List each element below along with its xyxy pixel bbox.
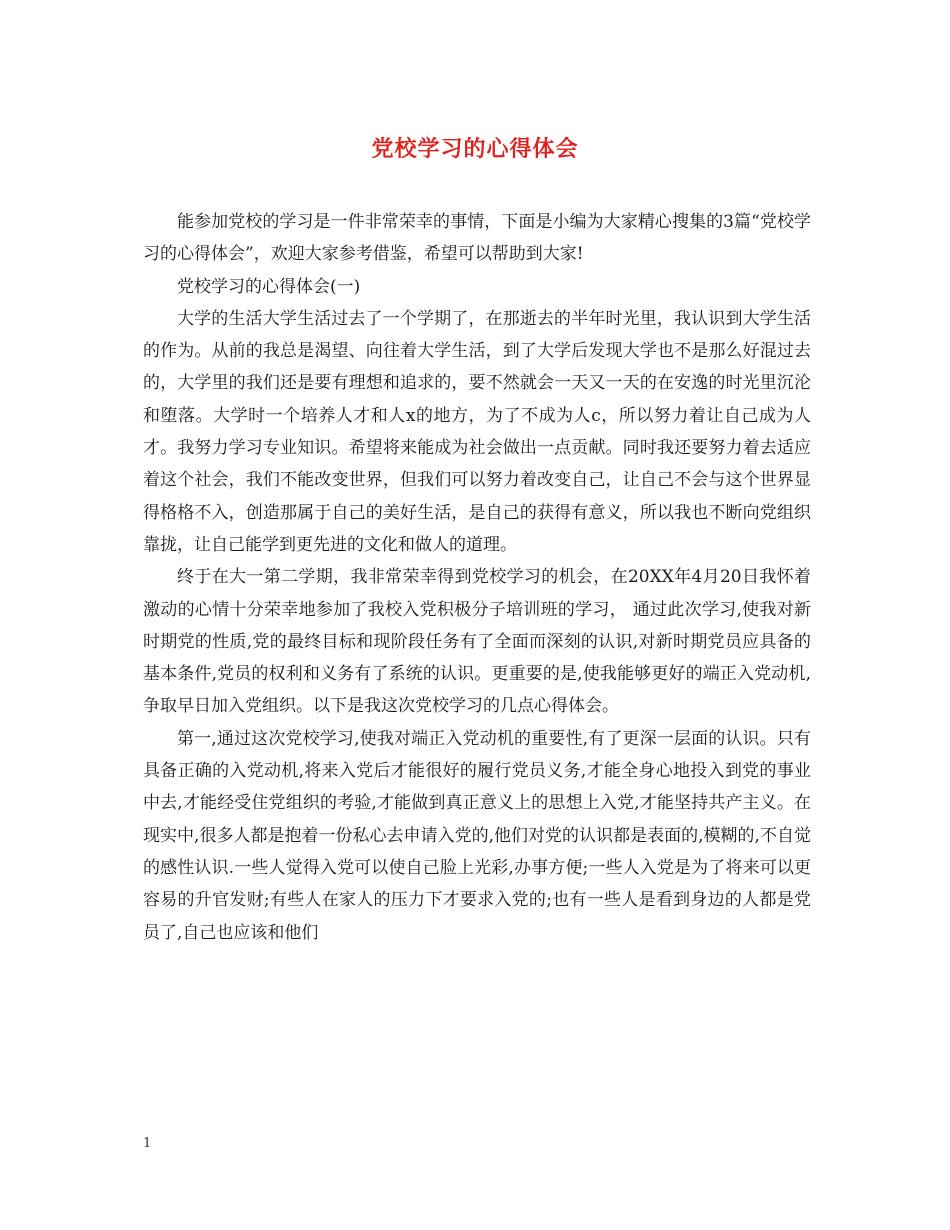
section-heading: 党校学习的心得体会(一) bbox=[177, 276, 361, 297]
document-title: 党校学习的心得体会 bbox=[371, 136, 579, 162]
body-paragraph: 大学的生活大学生活过去了一个学期了，在那逝去的半年时光里，我认识到大学生活的作为。从前的我总是渴望、向往着大学生活，到了大学后发现大学也不是那么好混过去的，大学里的我们还是要有理想和追求的，要不然就会一天又一天的在安逸的时光里沉沦和堕落。大学时一个培养人才和人x的地方，为了不成为人c，所以努力着让自己成为人才。我努力学习专业知识。希望将来能成为社会做出一点贡献。同时我还要努力着去适应着这个社会，我们不能改变世界，但我们可以努力着改变自己，让自己不会与这个世界显得格格不入，创造那属于自己的美好生活，是自己的获得有意义，所以我也不断向党组织靠拢，让自己能学到更先进的文化和做人的道理。 bbox=[143, 308, 811, 555]
body-paragraph: 第一,通过这次党校学习,使我对端正入党动机的重要性,有了更深一层面的认识。只有具备正确的入党动机,将来入党后才能很好的履行党员义务,才能全身心地投入到党的事业中去,才能经受住党组织的考验,才能做到真正意义上的思想上入党,才能坚持共产主义。在现实中,很多人都是抱着一份私心去申请入党的,他们对党的认识都是表面的,模糊的,不自觉的感性认识.一些人觉得入党可以使自己脸上光彩,办事方便;一些人入党是为了将来可以更容易的升官发财;有些人在家人的压力下才要求入党的;也有一些人是看到身边的人都是党员了,自己也应该和他们 bbox=[143, 728, 811, 943]
intro-paragraph: 能参加党校的学习是一件非常荣幸的事情，下面是小编为大家精心搜集的3篇“党校学习的心得体会”，欢迎大家参考借鉴，希望可以帮助到大家! bbox=[143, 212, 811, 265]
page-number: 1 bbox=[143, 1136, 152, 1151]
document-body bbox=[143, 206, 811, 949]
body-paragraph: 终于在大一第二学期，我非常荣幸得到党校学习的机会，在20XX年4月20日我怀着激动的心情十分荣幸地参加了我校入党积极分子培训班的学习， 通过此次学习,使我对新时期党的性质,党的最终目标和现阶段任务有了全面而深刻的认识,对新时期党员应具备的基本条件,党员的权利和义务有了系统的认识。更重要的是,使我能够更好的端正入党动机,争取早日加入党组织。以下是我这次党校学习的几点心得体会。 bbox=[143, 567, 811, 717]
